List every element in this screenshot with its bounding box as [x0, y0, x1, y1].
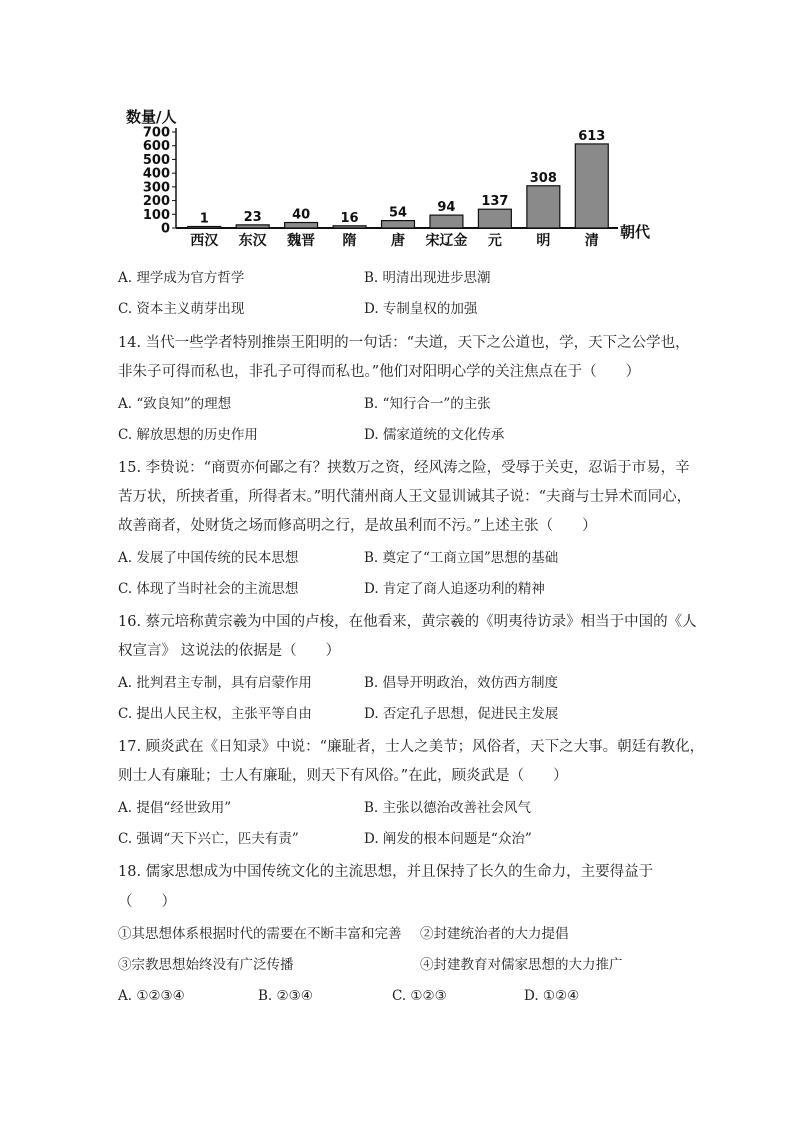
- category-label: 隋: [342, 233, 357, 249]
- q18-item-3: ③宗教思想始终没有广泛传播: [118, 957, 294, 973]
- y-tick-label: 0: [160, 221, 170, 237]
- category-label: 清: [584, 233, 599, 249]
- q16-option-d[interactable]: D. 否定孔子思想，促进民主发展: [364, 706, 559, 722]
- bar-3: [285, 223, 318, 228]
- category-label: 元: [487, 233, 502, 249]
- q16-stem-line-1: 16. 蔡元培称黄宗羲为中国的卢梭，在他看来，黄宗羲的《明夷待访录》相当于中国的《人: [118, 614, 697, 630]
- category-label: 东汉: [238, 233, 267, 249]
- q13-option-a[interactable]: A. 理学成为官方哲学: [118, 270, 245, 286]
- q13-option-c[interactable]: C. 资本主义萌芽出现: [118, 301, 245, 317]
- q18-stem-line-1: 18. 儒家思想成为中国传统文化的主流思想，并且保持了长久的生命力，主要得益于: [118, 864, 654, 880]
- y-tick-label: 100: [142, 207, 170, 223]
- value-label: 94: [437, 200, 456, 216]
- y-tick-label: 700: [142, 125, 170, 141]
- q17-option-c[interactable]: C. 强调“天下兴亡，匹夫有责”: [118, 831, 299, 847]
- q15-option-a[interactable]: A. 发展了中国传统的民本思想: [118, 550, 299, 566]
- dynasty-count-bar-chart: [118, 100, 678, 260]
- q13-option-d[interactable]: D. 专制皇权的加强: [364, 301, 478, 317]
- q17-option-b[interactable]: B. 主张以德治改善社会风气: [364, 800, 532, 816]
- x-axis-label: 朝代: [620, 223, 651, 241]
- q15-option-b[interactable]: B. 奠定了“工商立国”思想的基础: [364, 550, 559, 566]
- value-label: 137: [481, 194, 509, 210]
- q13-option-b[interactable]: B. 明清出现进步思潮: [364, 270, 491, 286]
- q16-option-b[interactable]: B. 倡导开明政治，效仿西方制度: [364, 675, 559, 691]
- value-label: 40: [292, 207, 311, 223]
- bar-6: [430, 215, 463, 228]
- q18-option-b[interactable]: B. ②③④: [258, 988, 313, 1004]
- value-label: 308: [529, 170, 557, 186]
- y-tick-label: 200: [142, 194, 170, 210]
- q15-stem-line-3: 故善商者，处财货之场而修高明之行，是故虽利而不污。”上述主张（ ）: [118, 518, 597, 534]
- y-axis-label: 数量/人: [126, 108, 177, 126]
- q14-option-b[interactable]: B. “知行合一”的主张: [364, 396, 491, 412]
- category-label: 魏晋: [287, 233, 316, 249]
- q17-option-d[interactable]: D. 阐发的根本问题是“众治”: [364, 831, 532, 847]
- bar-1: [188, 227, 221, 229]
- bar-5: [382, 221, 415, 228]
- q15-option-c[interactable]: C. 体现了当时社会的主流思想: [118, 581, 299, 597]
- q14-option-d[interactable]: D. 儒家道统的文化传承: [364, 427, 505, 443]
- q18-item-1: ①其思想体系根据时代的需要在不断丰富和完善: [118, 926, 402, 942]
- q14-option-a[interactable]: A. “致良知”的理想: [118, 396, 232, 412]
- q17-stem-line-2: 则士人有廉耻；士人有廉耻，则天下有风俗。”在此，顾炎武是（ ）: [118, 768, 568, 784]
- q16-option-a[interactable]: A. 批判君主专制，具有启蒙作用: [118, 675, 312, 691]
- q18-option-a[interactable]: A. ①②③④: [118, 988, 185, 1004]
- q17-stem-line-1: 17. 顾炎武在《日知录》中说：“廉耻者，士人之美节；风俗者，天下之大事。朝廷有教化，: [118, 739, 705, 755]
- category-label: 宋辽金: [425, 233, 468, 249]
- q14-stem-line-2: 非朱子可得而私也，非孔子可得而私也。”他们对阳明心学的关注焦点在于（ ）: [118, 364, 641, 380]
- value-label: 613: [578, 128, 606, 144]
- bar-4: [333, 226, 366, 228]
- y-tick-label: 400: [142, 166, 170, 182]
- bar-2: [236, 225, 269, 228]
- value-label: 23: [243, 209, 262, 225]
- y-tick-label: 600: [142, 139, 170, 155]
- value-label: 16: [340, 210, 359, 226]
- q14-option-c[interactable]: C. 解放思想的历史作用: [118, 427, 258, 443]
- q17-option-a[interactable]: A. 提倡“经世致用”: [118, 800, 232, 816]
- value-label: 54: [388, 205, 408, 221]
- q15-stem-line-1: 15. 李贽说：“商贾亦何鄙之有？挟数万之资，经风涛之险，受辱于关吏，忍诟于市易，辛: [118, 460, 690, 476]
- q18-stem-line-2: （ ）: [118, 894, 176, 910]
- category-label: 唐: [391, 233, 405, 249]
- q16-option-c[interactable]: C. 提出人民主权，主张平等自由: [118, 706, 312, 722]
- bar-8: [527, 186, 560, 228]
- q18-option-c[interactable]: C. ①②③: [392, 988, 447, 1004]
- q16-stem-line-2: 权宣言》 这说法的依据是（ ）: [118, 643, 341, 659]
- bar-7: [478, 209, 511, 228]
- q15-option-d[interactable]: D. 肯定了商人追逐功利的精神: [364, 581, 545, 597]
- category-label: 西汉: [190, 233, 219, 249]
- bar-9: [575, 144, 608, 228]
- y-tick-label: 300: [142, 180, 170, 196]
- q15-stem-line-2: 苦万状，所挟者重，所得者末。”明代蒲州商人王文显训诫其子说：“夫商与士异术而同心，: [118, 489, 692, 505]
- value-label: 1: [199, 211, 209, 227]
- q18-item-4: ④封建教育对儒家思想的大力推广: [420, 957, 623, 973]
- q14-stem-line-1: 14. 当代一些学者特别推崇王阳明的一句话：“夫道，天下之公道也，学，天下之公学也，: [118, 335, 690, 351]
- y-tick-label: 500: [142, 152, 170, 168]
- q18-option-d[interactable]: D. ①②④: [524, 988, 580, 1004]
- q18-item-2: ②封建统治者的大力提倡: [420, 926, 569, 942]
- category-label: 明: [536, 233, 551, 249]
